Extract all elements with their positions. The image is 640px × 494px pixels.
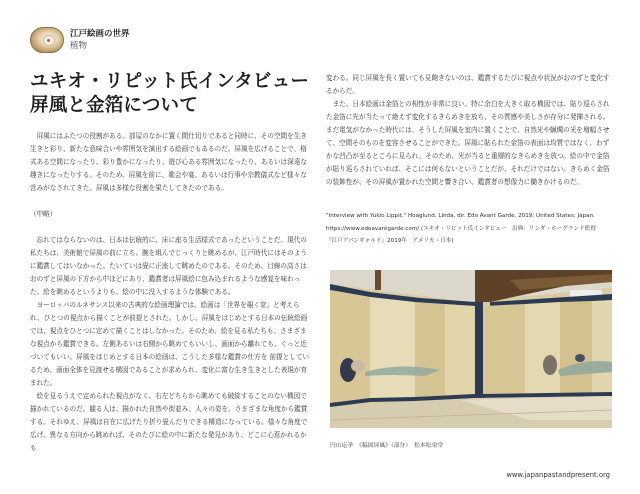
omitted-note: （中略）: [30, 210, 57, 218]
folding-screen-photo: [330, 270, 612, 428]
title-line-1: ユキオ・リピット氏インタビュー: [30, 71, 310, 92]
paragraph: また、日本絵画は金箔との相性が非常に良い。特に余白を大きく取る構図では、貼り巡らされた金箔に光が当たって絶えず変化するきらめきを放ち、その質感や美しさが存分に発揮される。まだ電気がなかった時代には、そうした屏風を室内に置くことで、自然光や蝋燭の光を増幅させて、空間そのものを変容させることができた。屏風に貼られた金箔の表面は均質ではなく、わずかな凹凸が至るところに見られ、そのため、光が当ると重層的なきらめきを放つ。絵の中で金箔が貼り巡らされていれば、そこには何もないということだが、それだけではない。きらめく金箔の装飾性が、その屏風が置かれた空間と響き合い、鑑賞者の想像力に働きかけるのだ。: [326, 100, 610, 186]
folding-screen-image-icon: [330, 270, 612, 428]
citation-link[interactable]: https://www.edoavantgarde.com/ (ユキオ・リピット氏インタビュー 出典：リンダ・ホーグランド監督: [326, 225, 596, 232]
right-column: [326, 72, 611, 189]
website-url[interactable]: www.japanpastandpresent.org: [506, 471, 610, 479]
paragraph: 屏風にはふたつの役割がある。部屋のなかに置く間仕切りであると同時に、その空間を生き生きと彩り、新たな意味合いや雰囲気を演出する絵画でもあるのだ。屏風を広げることで、格式ある空間になったり、彩り豊かになったり、遊び心ある雰囲気になったり、あるいは深遠な趣きになったりする。そのため、屏風を前に、歌会や宴、あるいは行事や宗教儀式など様々な営みがなされてきた。屏風は多様な役割を果たしてきたのである。: [30, 132, 307, 192]
page-title: [30, 70, 320, 118]
photo-caption: 円山応挙 《稿図屏風》（部分） 松本松栄堂: [330, 443, 444, 449]
citation-line: "Interview with Yukio Lippit." Hoaglund, Linda, dir. Edo Avant Garde. 2019; United States; Japan.: [326, 213, 595, 219]
header-text: [70, 28, 130, 52]
paragraph: ヨーロッパのルネサンス以来の古典的な絵画理論では、絵画は「世界を覗く窓」と考えられ、ひとつの視点から描くことが前提とされた。しかし、屏風をはじめとする日本の伝統絵画では、視点をひとつに定めて描くことはしなかった。そのため、絵を見る私たちも、さまざまな視点から鑑賞できる。左側あるいは右側から眺めてもいいし、画面から離れても、ぐっと近づいてもいい。屏風をはじめとする日本の絵画は、こうした多様な鑑賞の仕方を 前提としているため、画面全体を見渡せる構図であることが求められ、変化に富む生き生きとした表現が育まれた。: [30, 301, 310, 387]
paragraph-continued: 変わる。同じ屏風を長く置いても見飽きないのは、鑑賞するたびに視点や状況がおのずと変化するからだ。: [326, 74, 610, 95]
paragraph: 絵を見るうえで定められた視点がなく、右左どちらから眺めても破綻することのない構図で描かれているのだ。観る人は、描かれた自然や街並み、人々の姿を、さまざまな角度から鑑賞する。それゆえ、屏風は自在に広げたり折り畳んだりできる構造になっている。様々な角度で広げ、異なる方向から眺めれば、そのたびに絵の中に新たな発見があり、どこに心惹かれるかも: [30, 392, 308, 452]
flower-painting-logo-icon: [30, 27, 64, 53]
series-title: 江戸絵画の世界: [70, 29, 130, 39]
category-label: 植物: [70, 41, 88, 51]
left-column: [30, 130, 310, 455]
citation-line: 『江戸アバンギャルド』2019年 アメリカ・日本): [326, 238, 454, 244]
series-header: [30, 27, 130, 53]
paragraph: 忘れてはならないのは、日本は伝統的に、床に座る生活様式であったということだ。現代の私たちは、美術館で屏風の前に立ち、腕を組んでじっくりと眺めるが、江戸時代にはそのように鑑賞してはいなかった。たいていは畳に正座して眺めたのである。そのため、目線の高さはおのずと屏風の下方から中ほどにあり、鑑賞者は屏風絵に包み込まれるような感覚を味わった。絵を眺めるというよりも、絵の中に没入するような体験である。: [30, 236, 307, 296]
title-line-2: 屏風と金箔について: [30, 95, 198, 116]
citation: [326, 210, 616, 248]
